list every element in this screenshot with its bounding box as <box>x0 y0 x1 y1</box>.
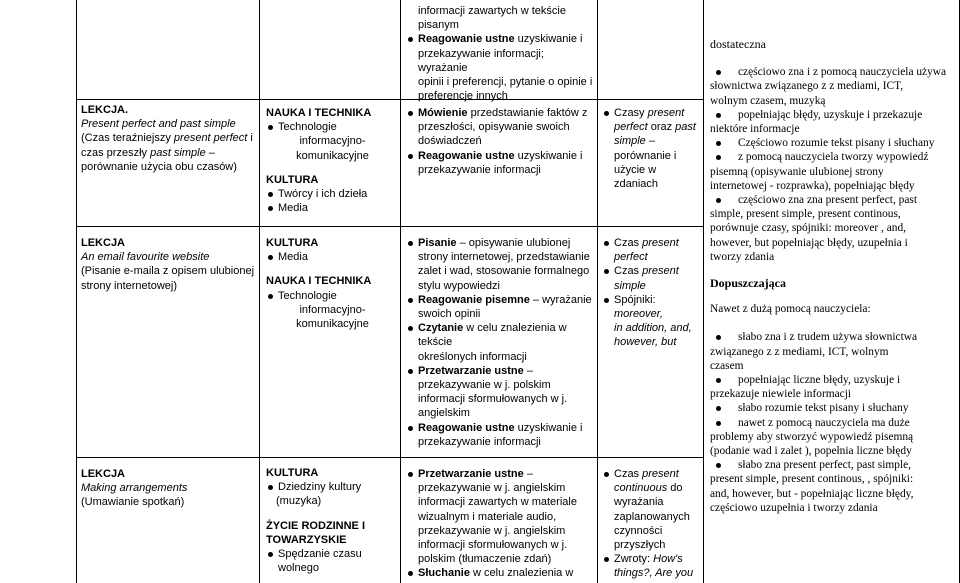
lesson-1-topic: Present perfect and past simple <box>81 118 236 131</box>
lesson-3-title: LEKCJA <box>81 468 126 480</box>
skills-3-cell <box>406 467 596 581</box>
grade-dopuszczajaca-intro: Nawet z dużą pomocą nauczyciela: <box>710 303 871 316</box>
skill-line: preferencje innych <box>418 90 508 103</box>
skill-line: opinii i preferencji, pytanie o opinie i <box>418 76 593 89</box>
table-border-h1 <box>76 99 703 100</box>
skill-item: Reagowanie ustne uzyskiwanie i <box>406 32 596 46</box>
skill-item: Reagowanie ustne uzyskiwanie i <box>406 149 596 163</box>
grammar-line: perfect oraz past <box>614 121 696 134</box>
table-border-h3 <box>76 457 703 458</box>
skill-line: informacji zawartych w tekście <box>418 5 566 17</box>
skill-line: określonych informacji <box>418 350 527 363</box>
skill-line: polskim (tłumaczenie zdań) <box>418 553 552 566</box>
grammar-line: continuous do <box>614 482 683 495</box>
skill-line: przekazywanie informacji <box>418 163 541 176</box>
lesson-3-desc-line2: (Umawianie spotkań) <box>81 496 185 509</box>
topics-3-cell <box>266 466 399 575</box>
grammar-line: przyszłych <box>614 539 666 552</box>
table-border-v1 <box>76 0 77 583</box>
topic-item: Technologie <box>266 120 399 134</box>
skill-line: wizualnym i materiale audio, <box>418 510 557 523</box>
topic-item: Technologie <box>266 289 399 303</box>
grade-dostateczna-title: dostateczna <box>710 37 766 51</box>
grades-cell <box>710 37 958 515</box>
grammar-item: Czasy present <box>602 106 702 120</box>
table-border-v5 <box>703 0 704 583</box>
skill-line: przeszłości, opisywanie swoich <box>418 121 570 134</box>
topic-heading: NAUKA I TECHNIKA <box>266 107 372 119</box>
lesson-1-desc-line3: czas przeszły past simple – <box>81 146 215 159</box>
lesson-2-desc-line2: (Pisanie e-maila z opisem ulubionej <box>81 265 255 278</box>
topics-2-cell <box>266 236 399 331</box>
skill-line: angielskim <box>418 407 470 420</box>
skill-line: przekazywanie informacji; wyrażanie <box>418 47 544 74</box>
grammar-line: wyrażania <box>614 496 664 509</box>
skill-item: Przetwarzanie ustne – <box>406 364 596 378</box>
topic-item: Twórcy i ich dzieła <box>266 187 399 201</box>
topic-item: Spędzanie czasu wolnego <box>266 547 399 575</box>
lesson-2-cell <box>81 236 259 293</box>
lesson-2-desc-line3: strony internetowej) <box>81 279 177 292</box>
skill-line: informacji sformułowanych w j. <box>418 539 568 552</box>
skill-line: przekazywanie w j. angielskim <box>418 482 566 495</box>
grade-criterion: słabo zna i z trudem używa słownictwa związanego z z mediami, ICT, wolnym czasem <box>710 330 958 373</box>
grammar-line: however, but <box>614 336 677 349</box>
skill-item: Reagowanie pisemne – wyrażanie <box>406 293 596 307</box>
topic-heading: KULTURA <box>266 467 319 479</box>
table-border-h2 <box>76 226 703 227</box>
grammar-line: użycie w zdaniach <box>614 163 659 191</box>
grade-dostateczna-list <box>710 65 958 264</box>
grammar-line: things?, Are you <box>614 567 694 580</box>
skill-line: stylu wypowiedzi <box>418 279 500 292</box>
grade-dopuszczajaca-title: Dopuszczająca <box>710 276 786 291</box>
topic-item-cont: informacyjno- <box>299 303 366 316</box>
grammar-1-cell <box>602 106 702 191</box>
skill-line: zalet i wad, stosowanie formalnego <box>418 265 590 278</box>
grammar-line: zaplanowanych <box>614 510 690 523</box>
skill-line: przekazywanie informacji <box>418 435 541 448</box>
lesson-3-topic: Making arrangements <box>81 482 188 495</box>
skill-line: strony internetowej, przedstawianie <box>418 251 590 264</box>
table-border-v4 <box>597 0 598 583</box>
skill-line: informacji zawartych w materiale <box>418 496 577 509</box>
grade-criterion: Częściowo rozumie tekst pisany i słuchany <box>710 136 958 150</box>
topic-heading: KULTURA <box>266 237 319 249</box>
skill-line: doświadczeń <box>418 135 482 148</box>
topic-heading: NAUKA I TECHNIKA <box>266 275 372 288</box>
skill-line: informacji sformułowanych w j. <box>418 393 568 406</box>
topic-item: Dziedziny kultury <box>266 480 399 494</box>
grammar-line: simple – <box>614 135 655 148</box>
grade-criterion: popełniając liczne błędy, uzyskuje i przekazuje niewiele informacji <box>710 373 958 401</box>
table-border-v3 <box>400 0 401 583</box>
topic-heading: TOWARZYSKIE <box>266 533 347 546</box>
topic-item: Media <box>266 250 399 264</box>
topic-item-cont: komunikacyjne <box>296 318 369 331</box>
skills-1-cell <box>406 106 596 177</box>
grammar-2-cell <box>602 236 702 350</box>
skills-2-cell <box>406 236 596 449</box>
grammar-item: Zwroty: How's <box>602 552 702 566</box>
lesson-1-desc-line2: (Czas teraźniejszy present perfect i <box>81 132 253 145</box>
grade-criterion: słabo rozumie tekst pisany i słuchany <box>710 401 958 415</box>
grade-criterion: popełniając błędy, uzyskuje i przekazuje niektóre informacje <box>710 108 958 136</box>
grammar-line: perfect <box>614 251 648 264</box>
topics-1-cell <box>266 106 399 215</box>
topic-item-cont: (muzyka) <box>276 495 322 508</box>
skill-item: Przetwarzanie ustne – <box>406 467 596 481</box>
topic-item-cont: informacyjno- <box>299 135 366 148</box>
grammar-item: Spójniki: moreover, <box>602 293 702 321</box>
skill-line: pisanym <box>418 19 459 32</box>
skill-line: przekazywanie w j. angielskim <box>418 524 566 537</box>
grade-dopuszczajaca-list <box>710 330 958 515</box>
topic-item: Media <box>266 201 399 215</box>
grammar-line: porównanie i <box>614 149 677 162</box>
skill-item: Słuchanie w celu znalezienia w <box>406 566 596 580</box>
lesson-1-desc-line4: porównanie użycia obu czasów) <box>81 160 237 173</box>
lesson-3-cell <box>81 467 259 510</box>
grammar-3-cell <box>602 467 702 581</box>
grade-criterion: z pomocą nauczyciela tworzy wypowiedź pisemną (opisywanie ulubionej strony internetowej - rozprawka), popełniając błędy <box>710 150 958 193</box>
topic-heading: KULTURA <box>266 173 319 186</box>
topic-item-cont: komunikacyjne <box>296 149 369 162</box>
table-border-v2 <box>259 0 260 583</box>
grammar-item: Czas present simple <box>602 264 702 292</box>
skill-item: Czytanie w celu znalezienia w tekście <box>406 321 596 349</box>
skill-item: Pisanie – opisywanie ulubionej <box>406 236 596 250</box>
skills-top-cell <box>406 4 596 103</box>
skill-item: Mówienie przedstawianie faktów z <box>406 106 596 120</box>
grade-criterion: częściowo zna zna present perfect, past simple, present simple, present continous, porównuje czasy, spójniki: moreover , and, however, but popełniając błędy, uzupełnia i tworzy zdania <box>710 193 958 264</box>
grade-criterion: częściowo zna i z pomocą nauczyciela używa słownictwa związanego z z mediami, ICT, wolnym czasem, muzyką <box>710 65 958 108</box>
lesson-2-topic: An email favourite website <box>81 251 210 264</box>
grammar-item: Czas present <box>602 467 702 481</box>
lesson-1-title: LEKCJA. <box>81 104 129 116</box>
grade-criterion: słabo zna present perfect, past simple, present simple, present continous, , spójniki: and, however, but - popełniając liczne błędy, częściowo uzupełnia i tworzy zdania <box>710 458 958 515</box>
skill-line: swoich opinii <box>418 308 481 321</box>
skill-line: przekazywanie w j. polskim <box>418 379 551 392</box>
grammar-item: Czas present <box>602 236 702 250</box>
grade-criterion: nawet z pomocą nauczyciela ma duże problemy aby stworzyć wypowiedź pisemną (podanie wad i zalet ), popełnia liczne błędy <box>710 416 958 459</box>
lesson-2-title: LEKCJA <box>81 237 126 249</box>
topic-heading: ŻYCIE RODZINNE I <box>266 519 366 532</box>
grammar-line: czynności <box>614 524 663 537</box>
grammar-line: in addition, and, <box>614 322 692 335</box>
lesson-1-cell <box>81 103 259 174</box>
skill-item: Reagowanie ustne uzyskiwanie i <box>406 421 596 435</box>
